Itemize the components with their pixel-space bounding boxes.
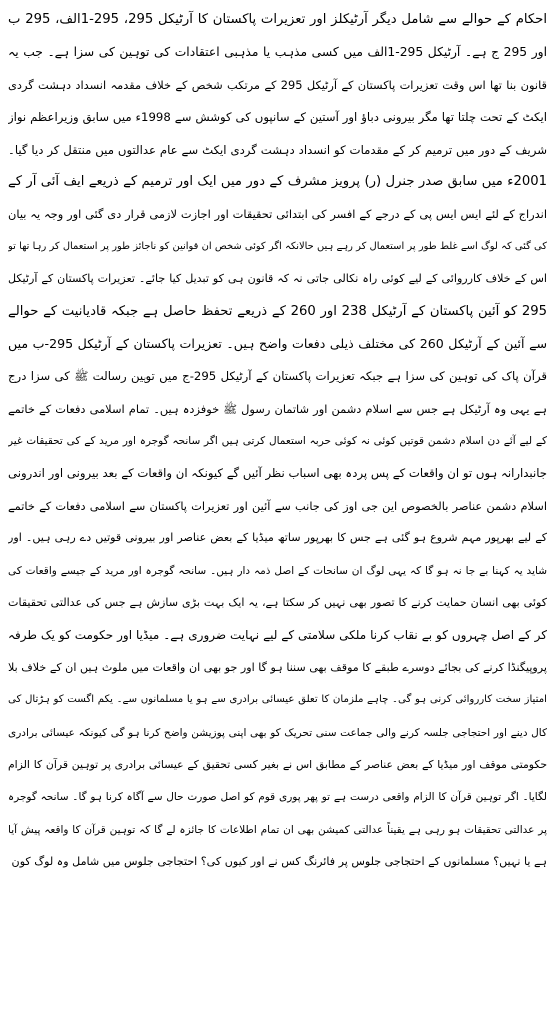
article-body — [8, 4, 547, 879]
text-line: اسلام دشمن عناصر بالخصوص این جی اوز کی جانب سے آئین اور تعزیرات پاکستان سے اسلامی دفعات کے خاتمے — [8, 498, 547, 513]
text-line: حکومتی موقف اور میڈیا کے بعض عناصر کے مطابق اس نے بغیر کسی تحقیق کے عیسائی برادری پر توہین قرآن کا الزام — [8, 757, 547, 771]
text-line: اور 295 ج ہے۔ آرٹیکل 295-1الف میں کسی مذہب یا مذہبی اعتقادات کی توہین کی سزا ہے۔ جب یہ — [8, 45, 547, 60]
text-line: جانبدارانہ ہوں تو ان واقعات کے پس پردہ بھی اسباب نظر آئیں گے کیونکہ ان واقعات کے بعد بیرونی اور اندرونی — [8, 466, 547, 481]
text-line: ہے یا نہیں؟ مسلمانوں کے احتجاجی جلوس پر فائرنگ کس نے اور کیوں کی؟ احتجاجی جلوس میں شامل وہ لوگ کون — [11, 855, 547, 869]
text-line: اس کے خلاف کارروائی کے لیے کوئی راہ نکالی جاتی نہ کہ قانون ہی کو تبدیل کیا جائے۔ تعزیرات پاکستان کے آرٹیکل — [8, 272, 547, 286]
text-line: کے لیے آئے دن اسلام دشمن قوتیں کوئی نہ کوئی حربہ استعمال کرتی ہیں اگر سانحہ گوجرہ اور مرید کے کی تحقیقات غیر — [8, 435, 547, 448]
text-line: ہے یہی وہ آرٹیکل ہے جس سے اسلام دشمن اور شاتمان رسول ﷺ خوفزدہ ہیں۔ تمام اسلامی دفعات کے خاتمے — [8, 401, 547, 416]
text-line: احکام کے حوالے سے شامل دیگر آرٹیکلز اور تعزیرات پاکستان کا آرٹیکل 295، 295-1الف، 295 ب — [8, 12, 547, 27]
text-line: 295 کو آئین پاکستان کے آرٹیکل 238 اور 260 کے ذریعے تحفظ حاصل ہے جبکہ قادیانیت کے حوالے — [8, 303, 547, 319]
text-line: قانون بنا تھا اس وقت تعزیرات پاکستان کے آرٹیکل 295 کے مرتکب شخص کے خلاف مقدمہ انسداد دہشت گردی — [8, 77, 547, 92]
text-line: ایکٹ کے تحت چلتا تھا مگر بیرونی دباؤ اور آستین کے سانپوں کی کوشش سے 1998ء میں سابق وزیراعظم نواز — [8, 110, 547, 125]
text-line: 2001ء میں سابق صدر جنرل (ر) پرویز مشرف کے دور میں ایک اور ترمیم کے ذریعے ایف آئی آر کے — [8, 173, 547, 189]
text-line: سے آئین کے آرٹیکل 260 کی مختلف ذیلی دفعات واضح ہیں۔ تعزیرات پاکستان کے آرٹیکل 295-ب میں — [8, 335, 547, 351]
text-line: کوئی بھی انسان حمایت کرنے کا تصور بھی نہیں کر سکتا ہے، یہ ایک بہت بڑی سازش ہے جس کی عدالتی تحقیقات — [8, 596, 547, 610]
text-line: کر کے اصل چہروں کو بے نقاب کرنا ملکی سلامتی کے لیے نہایت ضروری ہے۔ میڈیا اور حکومت کو یک طرفہ — [8, 628, 547, 643]
text-line: پر عدالتی تحقیقات ہو رہی ہے یقیناً عدالتی کمیشن بھی ان تمام اطلاعات کا جائزہ لے گا کہ توہین قرآن کا واقعہ پیش آیا — [8, 823, 547, 836]
text-line: امتیاز سخت کارروائی کرنی ہو گی۔ چاہے ملزمان کا تعلق عیسائی برادری سے ہو یا مسلمانوں سے۔ یکم اگست کو ہڑتال کی — [8, 694, 547, 706]
text-line: اندراج کے لئے ایس ایس پی کے درجے کے افسر کی ابتدائی تحقیقات اور اجازت لازمی قرار دی گئی اور وجہ یہ بیان — [8, 207, 547, 222]
text-line: لگایا۔ اگر توہین قرآن کا الزام واقعی درست ہے تو پھر پوری قوم کو اصل صورت حال سے آگاہ کرنا ہو گا۔ سانحہ گوجرہ — [8, 791, 547, 804]
text-line: کال دینے اور احتجاجی جلسہ کرنے والی جماعت سنی تحریک کو بھی اپنی پوزیشن واضح کرنا ہو گی کیونکہ عیسائی برادری — [8, 726, 547, 739]
text-line: کے لیے بھرپور مہم شروع ہو گئی ہے جس کا بھرپور ساتھ میڈیا کے بعض عناصر اور بیرونی قوتیں دے رہی ہیں۔ اور — [8, 531, 547, 545]
text-line: شریف کے دور میں ترمیم کر کے مقدمات کو انسداد دہشت گردی ایکٹ سے عام عدالتوں میں منتقل کر دیا گیا۔ — [8, 142, 547, 157]
text-line: پروپیگنڈا کرنے کی بجائے دوسرے طبقے کا موقف بھی سننا ہو گا اور جو بھی ان واقعات میں ملوث ہیں ان کے خلاف بلا — [8, 660, 547, 674]
text-line: کی گئی کہ لوگ اسے غلط طور پر استعمال کر رہے ہیں حالانکہ اگر کوئی شخص ان قوانین کو ناجائز طور پر استعمال کر رہا تھا تو — [8, 240, 547, 252]
text-line: شاید یہ کہنا بے جا نہ ہو گا کہ یہی لوگ ان سانحات کے اصل ذمہ دار ہیں۔ سانحہ گوجرہ اور مرید کے جیسے واقعات کی — [8, 564, 547, 577]
text-line: قرآن پاک کی توہین کی سزا ہے جبکہ تعزیرات پاکستان کے آرٹیکل 295-ج میں توہین رسالت ﷺ کی سزا درج — [8, 369, 547, 384]
